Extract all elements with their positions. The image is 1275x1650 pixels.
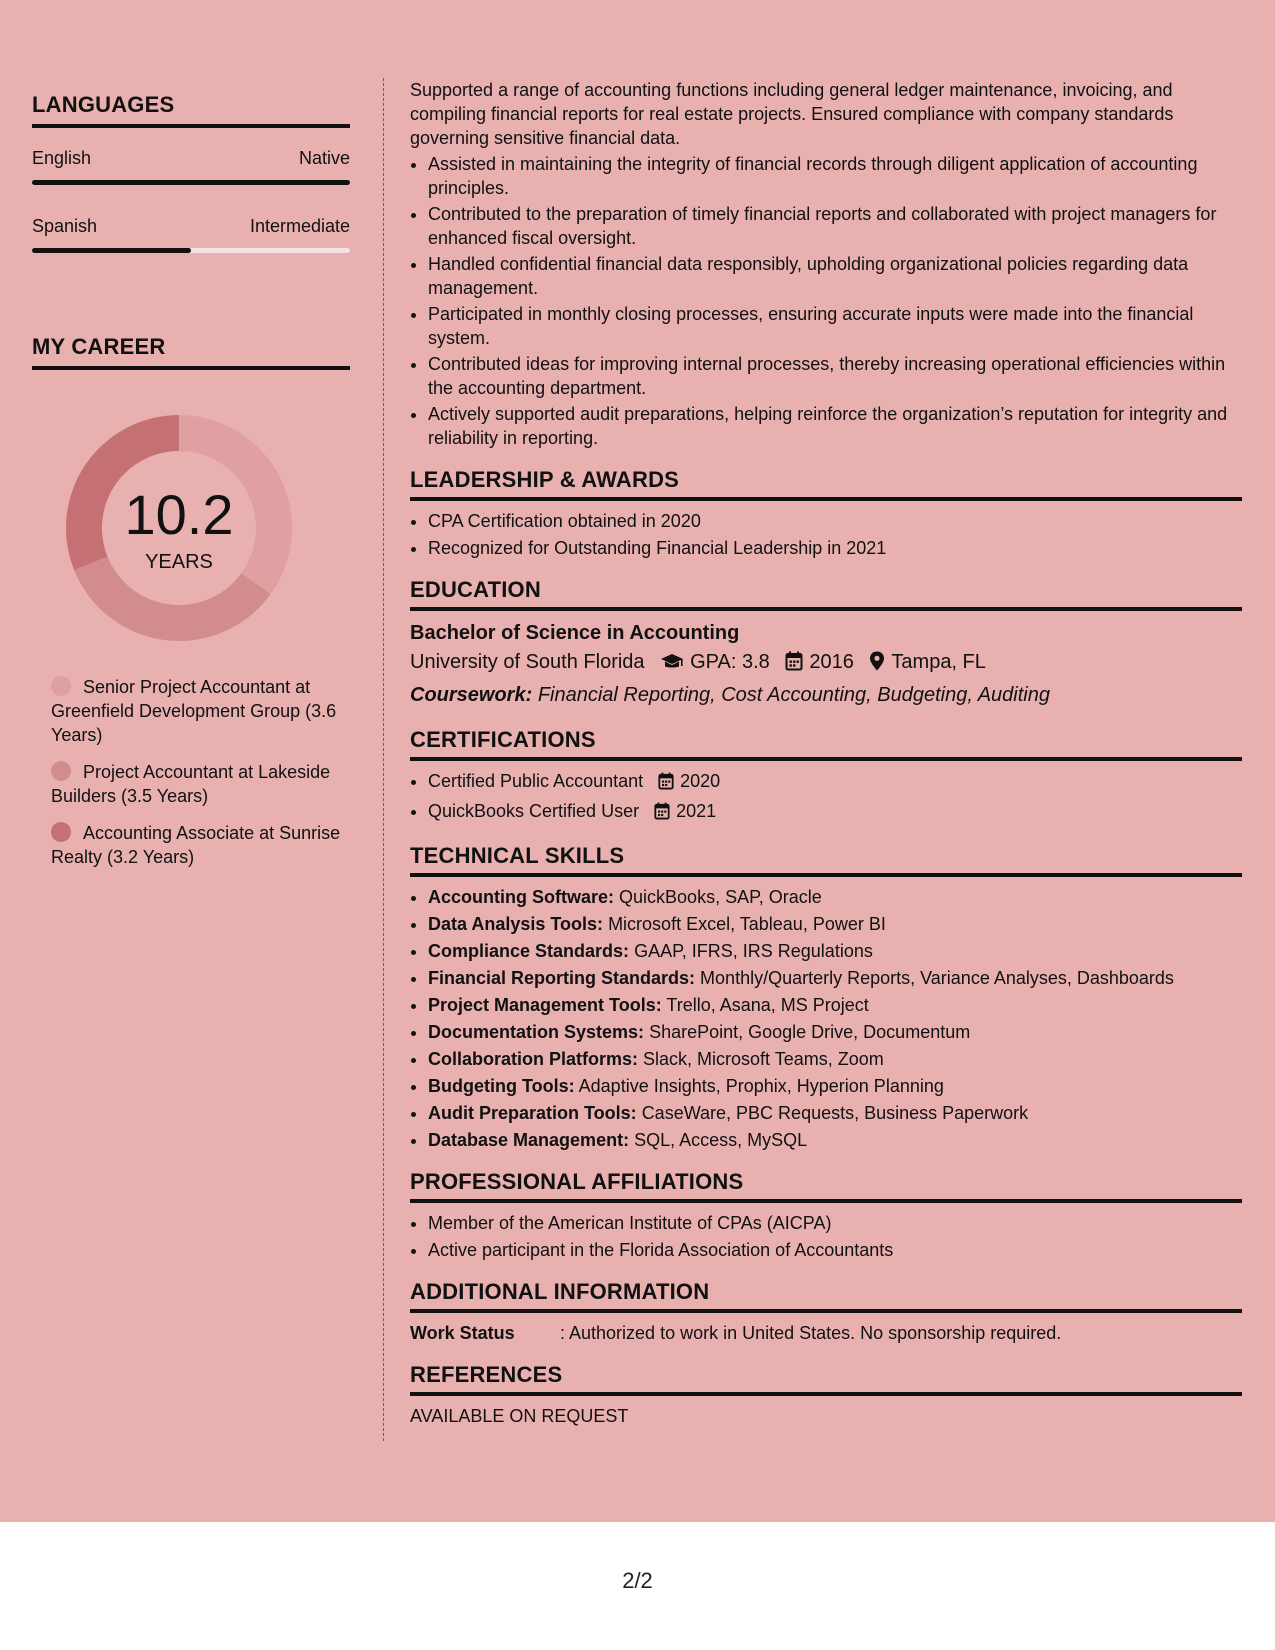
column-divider: [383, 78, 384, 1441]
legend-dot: [51, 761, 71, 781]
leadership-list: [410, 509, 1242, 560]
references-title: REFERENCES: [410, 1363, 1242, 1396]
certification-year: 2021: [676, 801, 717, 821]
career-legend: [32, 675, 350, 869]
career-total-unit: YEARS: [145, 551, 213, 573]
legend-dot: [51, 822, 71, 842]
education-school: University of South Florida: [410, 651, 645, 673]
language-name: English: [32, 148, 92, 168]
legend-item: [51, 675, 341, 747]
skill-item: [428, 1128, 1242, 1152]
certifications-section: [410, 728, 1242, 826]
experience-bullets: [410, 152, 1242, 450]
language-bar-track: [32, 180, 350, 185]
affiliation-item: • Active participant in the Florida Association of Accountants: [428, 1238, 1242, 1262]
skill-value: SharePoint, Google Drive, Documentum: [649, 1022, 971, 1042]
skill-value: CaseWare, PBC Requests, Business Paperwork: [641, 1103, 1029, 1123]
skill-value: Slack, Microsoft Teams, Zoom: [643, 1049, 884, 1069]
language-bar-fill: [32, 248, 191, 253]
skill-label: Compliance Standards:: [428, 941, 630, 961]
career-total-value: 10.2: [124, 483, 234, 546]
education-details: [410, 647, 1242, 680]
language-name: Spanish: [32, 216, 98, 236]
education-section: [410, 578, 1242, 710]
leadership-section: [410, 468, 1242, 560]
legend-label: Project Accountant at Lakeside Builders (3.5 Years): [51, 762, 331, 806]
skill-label: Database Management:: [428, 1130, 630, 1150]
coursework-label: Coursework:: [410, 684, 533, 706]
skill-label: Financial Reporting Standards:: [428, 968, 696, 988]
affiliations-section: [410, 1170, 1242, 1262]
certification-year: 2020: [680, 771, 721, 791]
skill-item: [428, 1074, 1242, 1098]
career-donut-chart: [66, 415, 292, 641]
skill-item: [428, 1101, 1242, 1125]
work-status-label: Work Status: [410, 1323, 515, 1343]
graduation-cap-icon: [660, 650, 684, 680]
right-column: [410, 78, 1242, 1428]
legend-label: Accounting Associate at Sunrise Realty (3.2 Years): [51, 823, 341, 867]
skills-list: [410, 885, 1242, 1152]
work-status-value: : Authorized to work in United States. No sponsorship required.: [560, 1323, 1062, 1343]
languages-title: LANGUAGES: [32, 92, 350, 128]
additional-title: ADDITIONAL INFORMATION: [410, 1280, 1242, 1313]
skill-item: [428, 1047, 1242, 1071]
skills-title: TECHNICAL SKILLS: [410, 844, 1242, 877]
leadership-item: • Recognized for Outstanding Financial Leadership in 2021: [428, 536, 1242, 560]
leadership-title: LEADERSHIP & AWARDS: [410, 468, 1242, 501]
skill-label: Audit Preparation Tools:: [428, 1103, 637, 1123]
additional-section: [410, 1280, 1242, 1345]
skill-value: Trello, Asana, MS Project: [666, 995, 869, 1015]
education-location: Tampa, FL: [891, 651, 986, 673]
left-column: [32, 92, 350, 882]
affiliation-item: • Member of the American Institute of CPAs (AICPA): [428, 1211, 1242, 1235]
skills-section: [410, 844, 1242, 1152]
experience-summary: Supported a range of accounting functions including general ledger maintenance, invoicing, and compiling financial reports for real estate projects. Ensured compliance with company standards governing sensitive financial data.: [410, 80, 1174, 148]
skill-item: [428, 1020, 1242, 1044]
language-bar-fill: [32, 180, 350, 185]
skill-value: Monthly/Quarterly Reports, Variance Analyses, Dashboards: [700, 968, 1174, 988]
calendar-icon: [654, 802, 670, 826]
certification-item: [428, 769, 1242, 796]
education-gpa: GPA: 3.8: [690, 651, 770, 673]
certifications-title: CERTIFICATIONS: [410, 728, 1242, 761]
legend-label: Senior Project Accountant at Greenfield Development Group (3.6 Years): [51, 677, 337, 745]
experience-bullet: • Participated in monthly closing processes, ensuring accurate inputs were made into the financial system.: [428, 302, 1242, 350]
legend-item: [51, 760, 341, 808]
language-bar-track: [32, 248, 350, 253]
skill-value: QuickBooks, SAP, Oracle: [619, 887, 822, 907]
affiliations-list: [410, 1211, 1242, 1262]
references-section: [410, 1363, 1242, 1428]
education-coursework: [410, 680, 1242, 710]
work-status-row: [410, 1321, 1242, 1345]
skill-label: Documentation Systems:: [428, 1022, 645, 1042]
skill-item: [428, 993, 1242, 1017]
skill-item: [428, 912, 1242, 936]
certification-item: [428, 799, 1242, 826]
page-number: 2/2: [622, 1568, 653, 1593]
career-title: MY CAREER: [32, 334, 350, 370]
calendar-icon: [658, 772, 674, 796]
references-text: AVAILABLE ON REQUEST: [410, 1406, 629, 1426]
language-level: Native: [298, 148, 350, 168]
language-english: [32, 148, 350, 196]
skill-label: Collaboration Platforms:: [428, 1049, 639, 1069]
legend-item: [51, 821, 341, 869]
language-level: Intermediate: [249, 216, 350, 236]
experience-bullet: • Actively supported audit preparations, helping reinforce the organization’s reputation for integrity and reliability in reporting.: [428, 402, 1242, 450]
experience-bullet: • Contributed ideas for improving internal processes, thereby increasing operational efficiencies within the accounting department.: [428, 352, 1242, 400]
affiliations-title: PROFESSIONAL AFFILIATIONS: [410, 1170, 1242, 1203]
skill-label: Data Analysis Tools:: [428, 914, 604, 934]
education-year: 2016: [809, 651, 854, 673]
skill-value: GAAP, IFRS, IRS Regulations: [634, 941, 873, 961]
skill-item: [428, 966, 1242, 990]
skill-item: [428, 939, 1242, 963]
skill-label: Accounting Software:: [428, 887, 615, 907]
language-spanish: [32, 216, 350, 264]
legend-dot: [51, 676, 71, 696]
map-pin-icon: [869, 650, 885, 680]
skill-value: Microsoft Excel, Tableau, Power BI: [608, 914, 886, 934]
experience-bullet: • Assisted in maintaining the integrity of financial records through diligent application of accounting principles.: [428, 152, 1242, 200]
experience-bullet: • Contributed to the preparation of timely financial reports and collaborated with project managers for enhanced fiscal oversight.: [428, 202, 1242, 250]
skill-value: Adaptive Insights, Prophix, Hyperion Planning: [578, 1076, 944, 1096]
certification-name: Certified Public Accountant: [428, 771, 644, 791]
skill-item: [428, 885, 1242, 909]
education-title: EDUCATION: [410, 578, 1242, 611]
certification-name: QuickBooks Certified User: [428, 801, 640, 821]
certifications-list: [410, 769, 1242, 826]
coursework-value: Financial Reporting, Cost Accounting, Budgeting, Auditing: [537, 684, 1050, 706]
skill-value: SQL, Access, MySQL: [634, 1130, 808, 1150]
skill-label: Project Management Tools:: [428, 995, 662, 1015]
education-degree: Bachelor of Science in Accounting: [410, 622, 740, 644]
calendar-icon: [785, 650, 803, 680]
leadership-item: • CPA Certification obtained in 2020: [428, 509, 1242, 533]
skill-label: Budgeting Tools:: [428, 1076, 575, 1096]
experience-bullet: • Handled confidential financial data responsibly, upholding organizational policies regarding data management.: [428, 252, 1242, 300]
